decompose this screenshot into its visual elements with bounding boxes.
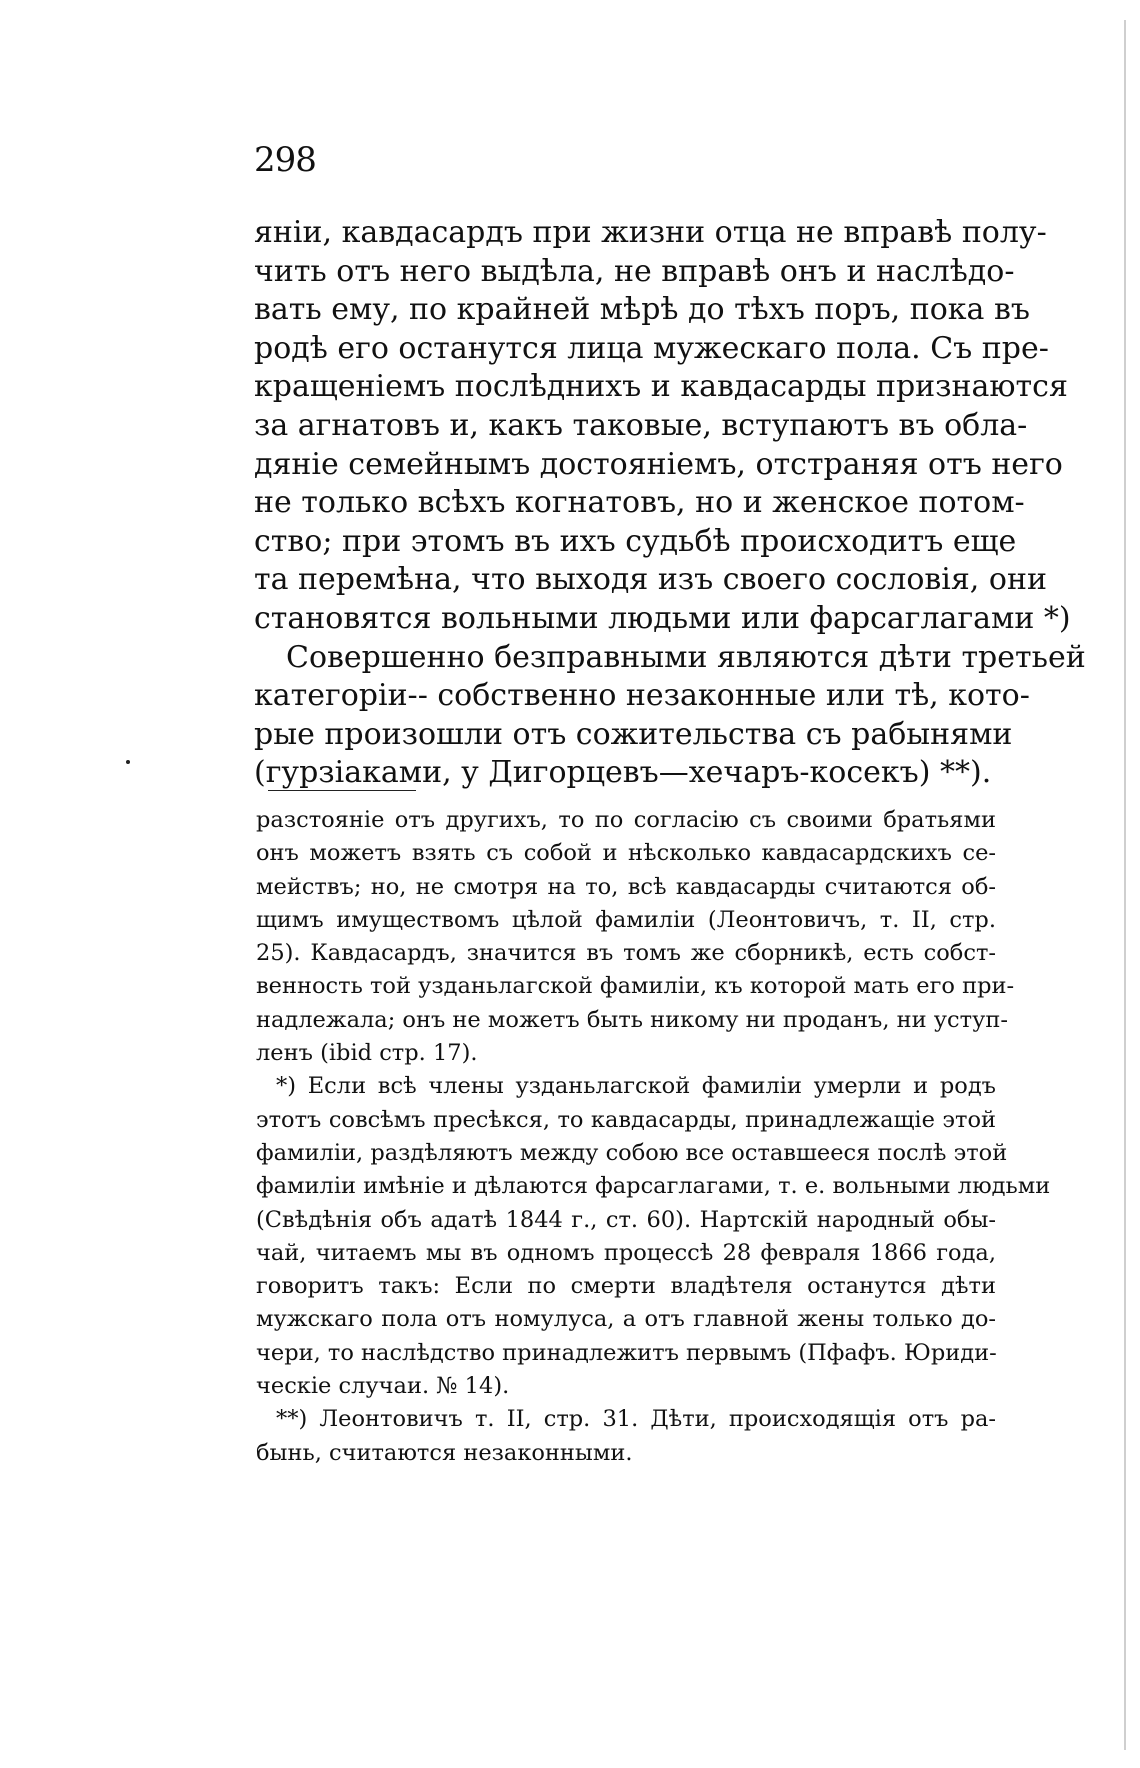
footnote-line: чери, то наслѣдство принадлежитъ первымъ (Пфафъ. Юриди- bbox=[256, 1339, 997, 1366]
footnote-separator bbox=[268, 790, 416, 791]
margin-mark bbox=[126, 760, 130, 764]
text-line: Совершенно безправными являются дѣти третьей bbox=[286, 639, 1086, 675]
footnote-line: разстоянiе отъ другихъ, то по согласiю съ своими братьями bbox=[256, 807, 996, 833]
text-line: ство; при этомъ въ ихъ судьбѣ происходитъ еще bbox=[254, 523, 1017, 559]
footnote-line: (Свѣдѣнiя объ адатѣ 1844 г., ст. 60). Нартскiй народный обы- bbox=[256, 1206, 996, 1233]
main-text-block bbox=[254, 214, 1086, 793]
text-line: рые произошли отъ сожительства съ рабынями bbox=[254, 716, 1013, 752]
footnote-line: ческiе случаи. № 14). bbox=[256, 1373, 510, 1400]
text-line: за агнатовъ и, какъ таковые, вступаютъ въ обла- bbox=[254, 407, 1028, 443]
footnote-line: мужскаго пола отъ номулуса, а отъ главной жены только до- bbox=[256, 1306, 996, 1333]
footnote-line: мействъ; но, не смотря на то, всѣ кавдасарды считаются об- bbox=[256, 873, 996, 900]
footnote-line: щимъ имуществомъ цѣлой фамилiи (Леонтовичъ, т. II, стр. bbox=[256, 906, 996, 933]
footnote-line: *) Если всѣ члены узданьлагской фамилiи умерли и родъ bbox=[276, 1073, 996, 1100]
text-line: вать ему, по крайней мѣрѣ до тѣхъ поръ, пока въ bbox=[254, 292, 1030, 328]
footnote-line: 25). Кавдасардъ, значится въ томъ же сборникѣ, есть собст- bbox=[256, 940, 996, 967]
text-line: родѣ его останутся лица мужескаго пола. Съ пре- bbox=[254, 330, 1049, 366]
footnote-line: **) Леонтовичъ т. II, стр. 31. Дѣти, происходящiя отъ ра- bbox=[276, 1406, 996, 1433]
text-line: категорiи-- собственно незаконные или тѣ, кото- bbox=[254, 678, 1030, 714]
page-number: 298 bbox=[254, 140, 316, 180]
footnote-line: говоритъ такъ: Если по смерти владѣтеля останутся дѣти bbox=[256, 1273, 996, 1300]
text-line: янiи, кавдасардъ при жизни отца не вправѣ полу- bbox=[254, 215, 1047, 250]
text-line: не только всѣхъ когнатовъ, но и женское потом- bbox=[254, 485, 1025, 521]
footnote-line: бынь, считаются незаконными. bbox=[256, 1439, 633, 1466]
text-line: (гурзiаками, у Дигорцевъ—хечаръ-косекъ) **). bbox=[254, 755, 992, 791]
footnote-line: венность той узданьлагской фамилiи, къ которой мать его при- bbox=[256, 973, 1015, 1000]
footnote-line: онъ можетъ взять съ собой и нѣсколько кавдасардскихъ се- bbox=[256, 840, 996, 867]
footnote-line: этотъ совсѣмъ пресѣкся, то кавдасарды, принадлежащiе этой bbox=[256, 1106, 996, 1133]
footnote-line: фамилiи имѣнiе и дѣлаются фарсаглагами, т. е. вольными людьми bbox=[256, 1173, 1051, 1200]
text-line: чить отъ него выдѣла, не вправѣ онъ и наслѣдо- bbox=[254, 253, 1015, 289]
footnote-line: чай, читаемъ мы въ одномъ процессѣ 28 февраля 1866 года, bbox=[256, 1239, 996, 1266]
text-line: та перемѣна, что выходя изъ своего сословiя, они bbox=[254, 562, 1047, 598]
footnote-line: ленъ (ibid стр. 17). bbox=[256, 1040, 478, 1067]
footnotes-block bbox=[256, 804, 1051, 1470]
text-line: становятся вольными людьми или фарсаглагами *) bbox=[254, 600, 1071, 636]
text-line: дянiе семейнымъ достоянiемъ, отстраняя отъ него bbox=[254, 446, 1063, 482]
footnote-line: надлежала; онъ не можетъ быть никому ни проданъ, ни уступ- bbox=[256, 1006, 1008, 1033]
text-line: кращенiемъ послѣднихъ и кавдасарды признаются bbox=[254, 369, 1068, 405]
footnote-line: фамилiи, раздѣляютъ между собою все оставшееся послѣ этой bbox=[256, 1139, 1008, 1166]
page-edge-rule bbox=[1124, 20, 1126, 1750]
